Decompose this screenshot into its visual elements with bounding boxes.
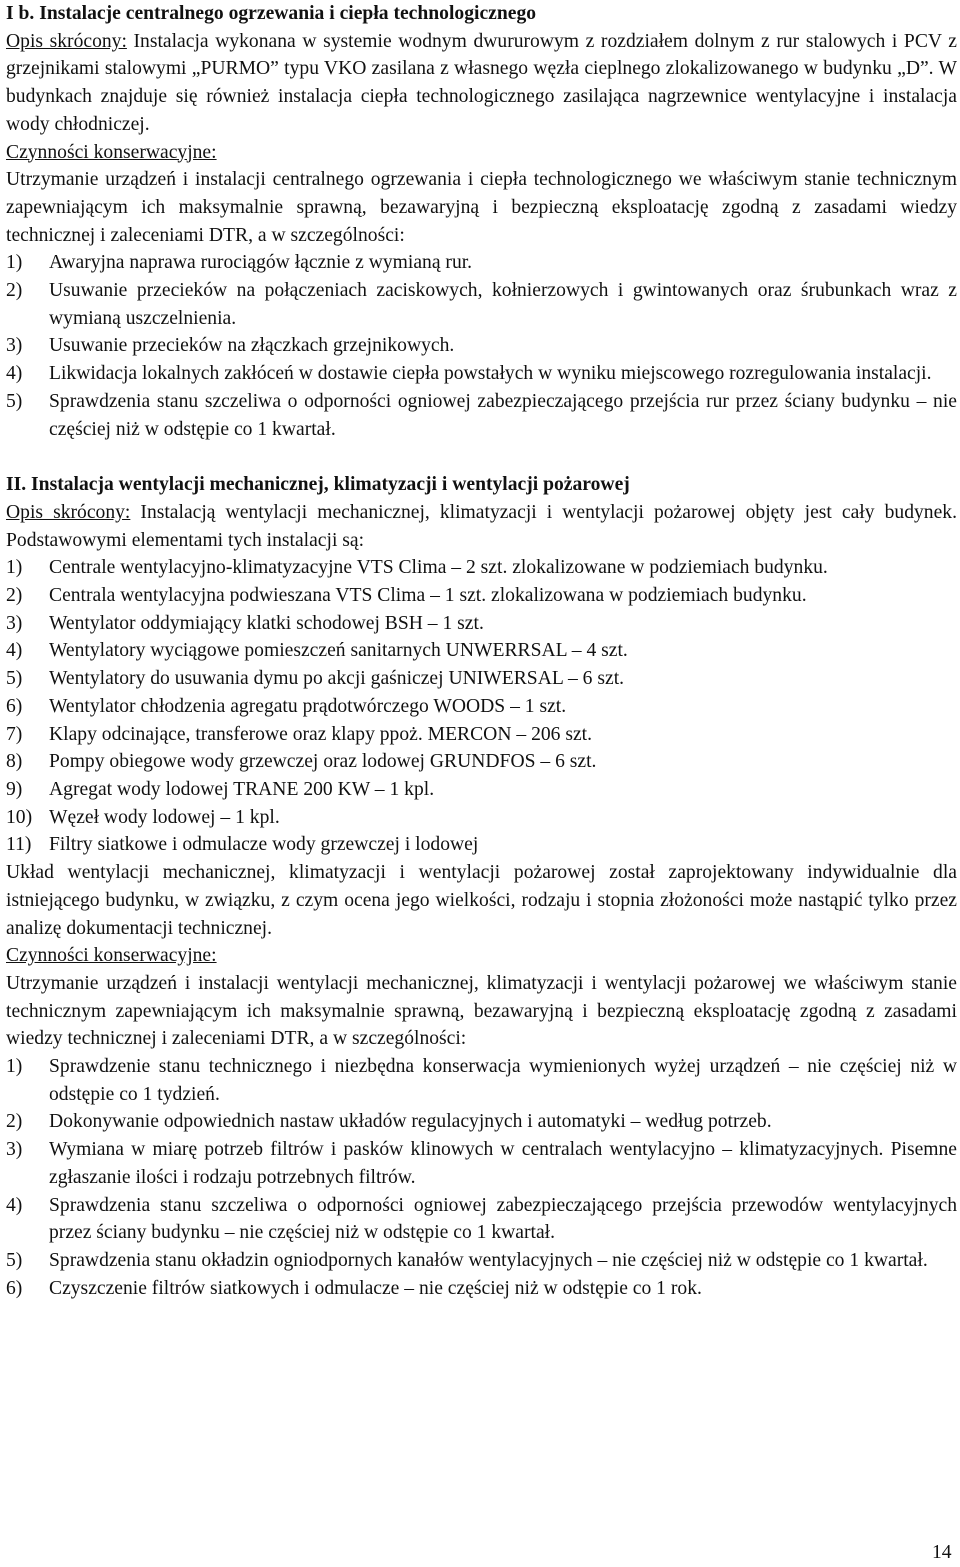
list-item-text: Agregat wody lodowej TRANE 200 KW – 1 kpl.	[49, 778, 435, 800]
list-item-text: Sprawdzenie stanu technicznego i niezbędna konserwacja wymienionych wyżej urządzeń – nie częściej niż w odstępie co 1 tydzień.	[49, 1056, 957, 1105]
section-2-layout-note: Układ wentylacji mechanicznej, klimatyzacji i wentylacji pożarowej został zaprojektowany indywidualnie dla istniejącego budynku, w związku, z czym ocena jego wielkości, rodzaju i stopnia złożoności może nastąpić tylko przez analizę dokumentacji technicznej.	[6, 862, 957, 939]
short-desc-text: Instalacja wykonana w systemie wodnym dwururowym z rozdziałem dolnym z rur stalowych i PCV z grzejnikami stalowymi „PURMO” typu VKO zasilana z własnego węzła cieplnego zlokalizowanego w budynku „D”. W budynkach znajduje się również instalacja ciepła technologicznego zasilająca nagrzewnice wentylacyjne i instalacja wody chłodniczej.	[6, 30, 957, 135]
list-item	[6, 388, 957, 443]
section-1b-maintenance-label	[6, 139, 957, 167]
list-item	[6, 804, 957, 832]
list-item-number: 2)	[6, 585, 23, 607]
list-item-number: 1)	[6, 557, 23, 579]
list-item	[6, 332, 957, 360]
short-desc-text: Instalacją wentylacji mechanicznej, klimatyzacji i wentylacji pożarowej objęty jest cały budynek. Podstawowymi elementami tych instalacji są:	[6, 501, 957, 551]
short-desc-label: Opis skrócony:	[6, 30, 127, 52]
list-item	[6, 360, 957, 388]
list-item-number: 7)	[6, 723, 23, 745]
section-1b-maintenance-intro: Utrzymanie urządzeń i instalacji centralnego ogrzewania i ciepła technologicznego we właściwym stanie technicznym zapewniającym ich maksymalnie sprawną, bezawaryjną i bezpieczną eksploatację zgodną z zasadami wiedzy technicznej i zaleceniami DTR, a w szczególności:	[6, 169, 957, 246]
list-item-number: 9)	[6, 778, 23, 800]
list-item-number: 5)	[6, 1249, 23, 1271]
list-item-text: Centrala wentylacyjna podwieszana VTS Clima – 1 szt. zlokalizowana w podziemiach budynku.	[49, 585, 807, 607]
section-spacer	[6, 443, 957, 471]
list-item	[6, 831, 957, 859]
list-item-text: Likwidacja lokalnych zakłóceń w dostawie ciepła powstałych w wyniku miejscowego rozregulowania instalacji.	[49, 363, 932, 385]
list-item	[6, 665, 957, 693]
list-item-number: 6)	[6, 1277, 23, 1299]
list-item	[6, 721, 957, 749]
list-item	[6, 693, 957, 721]
list-item-text: Wentylatory do usuwania dymu po akcji gaśniczej UNIWERSAL – 6 szt.	[49, 668, 625, 690]
list-item-text: Wymiana w miarę potrzeb filtrów i pasków klinowych w centralach wentylacyjno – klimatyzacyjnych. Pisemne zgłaszanie ilości i rodzaju potrzebnych filtrów.	[49, 1139, 957, 1188]
list-item-number: 1)	[6, 1056, 23, 1078]
list-item	[6, 610, 957, 638]
list-item	[6, 554, 957, 582]
list-item-text: Pompy obiegowe wody grzewczej oraz lodowej GRUNDFOS – 6 szt.	[49, 751, 597, 773]
list-item-text: Awaryjna naprawa rurociągów łącznie z wymianą rur.	[49, 252, 473, 274]
list-item	[6, 249, 957, 277]
list-item	[6, 776, 957, 804]
section-2-title: II. Instalacja wentylacji mechanicznej, klimatyzacji i wentylacji pożarowej	[6, 474, 630, 496]
list-item-text: Sprawdzenia stanu szczeliwa o odporności ogniowej zabezpieczającego przejścia rur przez ściany budynku – nie częściej niż w odstępie co 1 kwartał.	[49, 390, 957, 440]
list-item-text: Klapy odcinające, transferowe oraz klapy ppoż. MERCON – 206 szt.	[49, 723, 593, 745]
list-item-number: 3)	[6, 612, 23, 634]
list-item-text: Dokonywanie odpowiednich nastaw układów regulacyjnych i automatyki – według potrzeb.	[49, 1111, 772, 1133]
list-item-number: 5)	[6, 668, 23, 690]
list-item	[6, 582, 957, 610]
list-item-text: Centrale wentylacyjno-klimatyzacyjne VTS Clima – 2 szt. zlokalizowane w podziemiach budynku.	[49, 557, 828, 579]
list-item-text: Węzeł wody lodowej – 1 kpl.	[49, 806, 280, 828]
list-item-text: Filtry siatkowe i odmulacze wody grzewczej i lodowej	[49, 834, 479, 856]
list-item	[6, 1275, 957, 1303]
page-number: 14	[932, 1542, 952, 1563]
list-item	[6, 277, 957, 332]
list-item-number: 3)	[6, 335, 23, 357]
list-item-number: 3)	[6, 1139, 23, 1161]
list-item	[6, 1192, 957, 1247]
list-item-text: Czyszczenie filtrów siatkowych i odmulacze – nie częściej niż w odstępie co 1 rok.	[49, 1277, 702, 1299]
list-item-text: Wentylatory wyciągowe pomieszczeń sanitarnych UNWERRSAL – 4 szt.	[49, 640, 628, 662]
list-item	[6, 748, 957, 776]
list-item-text: Sprawdzenia stanu okładzin ogniodpornych kanałów wentylacyjnych – nie częściej niż w odstępie co 1 kwartał.	[49, 1249, 928, 1271]
section-1b-title: I b. Instalacje centralnego ogrzewania i ciepła technologicznego	[6, 3, 537, 24]
section-2-maintenance-label	[6, 942, 957, 970]
list-item-number: 2)	[6, 1111, 23, 1133]
list-item	[6, 1053, 957, 1108]
list-item-number: 2)	[6, 280, 23, 302]
section-1b-maintenance-list	[6, 249, 957, 443]
list-item	[6, 1108, 957, 1136]
list-item-number: 5)	[6, 390, 23, 412]
section-2-short-description	[6, 499, 957, 554]
section-2-maintenance-intro: Utrzymanie urządzeń i instalacji wentylacji mechanicznej, klimatyzacji i wentylacji pożarowej we właściwym stanie technicznym zapewniającym ich maksymalnie sprawną, bezawaryjną i bezpieczną eksploatację zgodną z zasadami wiedzy technicznej i zaleceniami DTR, a w szczególności:	[6, 972, 957, 1050]
list-item-text: Usuwanie przecieków na złączkach grzejnikowych.	[49, 335, 455, 357]
list-item-number: 10)	[6, 806, 33, 828]
list-item-text: Wentylator chłodzenia agregatu prądotwórczego WOODS – 1 szt.	[49, 695, 567, 717]
list-item	[6, 1136, 957, 1191]
maintenance-label: Czynności konserwacyjne:	[6, 945, 217, 967]
list-item-number: 11)	[6, 834, 32, 856]
short-desc-label: Opis skrócony:	[6, 501, 131, 523]
list-item-text: Wentylator oddymiający klatki schodowej BSH – 1 szt.	[49, 612, 484, 634]
list-item-text: Usuwanie przecieków na połączeniach zaciskowych, kołnierzowych i gwintowanych oraz śrubunkach wraz z wymianą uszczelnienia.	[49, 280, 957, 329]
list-item-number: 4)	[6, 640, 23, 662]
document-page	[6, 0, 957, 1302]
section-2-maintenance-list	[6, 1053, 957, 1302]
list-item-number: 4)	[6, 1194, 23, 1216]
list-item	[6, 1247, 957, 1275]
list-item-number: 8)	[6, 751, 23, 773]
section-2-elements-list	[6, 554, 957, 859]
section-1b-short-description	[6, 28, 957, 139]
list-item-text: Sprawdzenia stanu szczeliwa o odporności ogniowej zabezpieczającego przejścia przewodów wentylacyjnych przez ściany budynku – nie częściej niż w odstępie co 1 kwartał.	[49, 1194, 957, 1244]
list-item-number: 1)	[6, 252, 23, 274]
maintenance-label: Czynności konserwacyjne:	[6, 141, 217, 163]
list-item-number: 4)	[6, 363, 23, 385]
list-item-number: 6)	[6, 695, 23, 717]
list-item	[6, 637, 957, 665]
